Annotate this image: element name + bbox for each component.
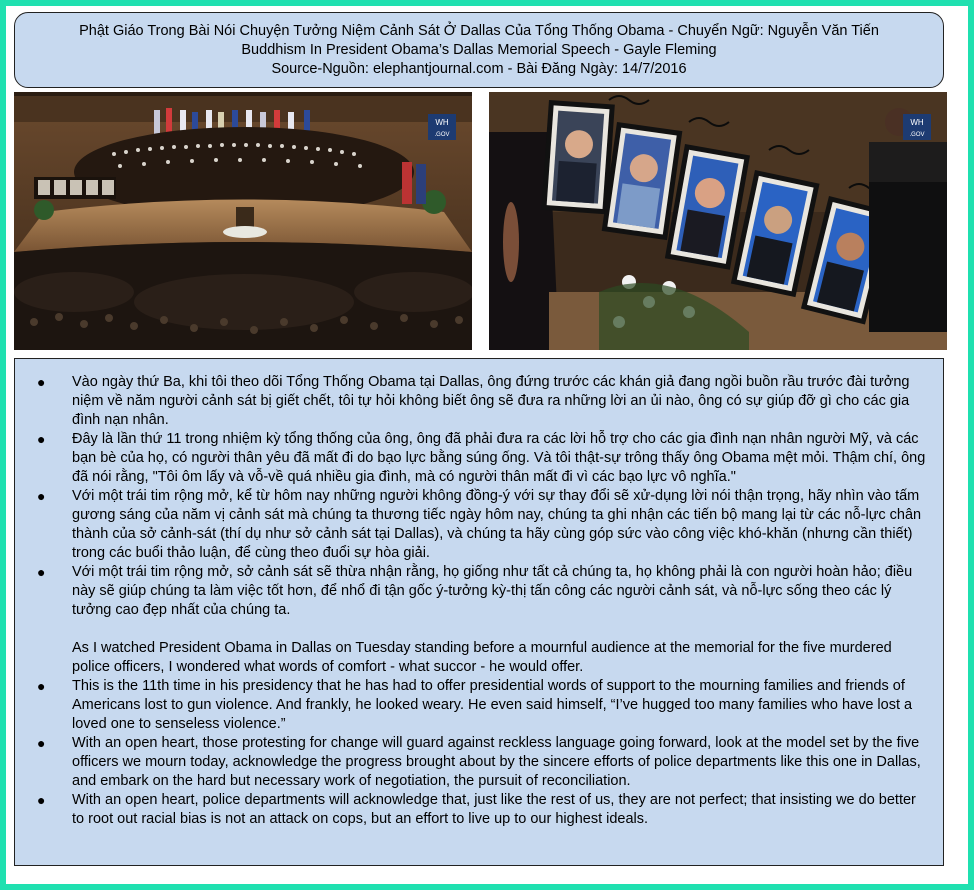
svg-text:.GOV: .GOV (909, 132, 925, 138)
title-banner (14, 12, 944, 88)
list-item: ● This is the 11th time in his presidency that he has had to offer presidential words of support to the mourning families and friends of Americans lost to gun violence. And frankly, he looked weary. He even said himself, “I’ve hugged too many families who have lost a loved one to senseless violence.” (37, 678, 913, 732)
bullet-icon: ● (37, 374, 46, 390)
list-item: ● Vào ngày thứ Ba, khi tôi theo dõi Tổng Thống Obama tại Dallas, ông đứng trước các khán giả đang ngồi buồn rầu trước đài tưởng niệm về năm người cảnh sát bị giết chết, tôi tự hỏi không biết ông sẽ đưa ra những lời an ủi nào, ông có sự giúp đỡ gì cho các gia đình nạn nhân. (37, 374, 910, 428)
wh-gov-logo-right: WH (910, 118, 924, 127)
portrait-1 (541, 100, 615, 214)
bullet-icon: ● (37, 735, 46, 751)
svg-text:.GOV: .GOV (434, 132, 450, 138)
wh-gov-logo-left: WH (435, 118, 449, 127)
title-english: Buddhism In President Obama’s Dallas Memorial Speech - Gayle Fleming (241, 42, 717, 58)
photo-officer-portraits (489, 92, 947, 350)
list-item: ● Với một trái tim rộng mở, kể từ hôm nay những người không đồng-ý với sự thay đổi sẽ xử-dụng lời nói thận trọng, hãy nhìn vào tấm gương sáng của năm vị cảnh sát mà chúng ta thương tiếc ngày hôm nay, chúng ta ghi nhận các tiến bộ mang lại từ các nỗ-lực chân thành của sở cảnh-sát (thí dụ như sở cảnh sát tại Dallas), và chúng ta hãy cùng góp sức vào công việc khó-khăn (nhưng cần thiết) trong các buổi thảo luận, để cùng theo đuổi sự hòa giải. (37, 488, 922, 561)
bullet-icon: ● (37, 431, 46, 447)
vietnamese-list (15, 373, 929, 620)
bullet-icon: ● (37, 792, 46, 808)
list-item: ● Đây là lần thứ 11 trong nhiệm kỳ tổng thống của ông, ông đã phải đưa ra các lời hỗ trợ cho các gia đình nạn nhân người Mỹ, và các bạn bè của họ, có người thân yêu đã mất đi do bạo lực bằng súng ống. Và tôi thật-sự trông thấy ông Obama mệt mỏi. Thậm chí, ông đã nói rằng, "Tôi ôm lấy và vỗ-về quá nhiều gia đình, mà có người thân mất đi vì các bạo lực vô nghĩa." (37, 431, 926, 485)
list-item: ● With an open heart, police departments will acknowledge that, just like the rest of us, they are not perfect; that insisting we do better to root out racial bias is not an attack on cops, but an effort to live up to our highest ideals. (37, 792, 916, 827)
photo-memorial-auditorium (14, 92, 472, 350)
list-item: ● Với một trái tim rộng mở, sở cảnh sát sẽ thừa nhận rằng, họ giống như tất cả chúng ta, họ không phải là con người hoàn hảo; điều này sẽ giúp chúng ta làm việc tốt hơn, để nhổ đi tận gốc ý-tưởng kỳ-thị tấn công các người cảnh sát, và nỗ-lực sống theo các lý tưởng cao đẹp nhất của chúng ta. (37, 564, 913, 618)
source-line: Source-Nguồn: elephantjournal.com - Bài Đăng Ngày: 14/7/2016 (271, 61, 687, 77)
english-list (15, 639, 929, 829)
title-vietnamese: Phật Giáo Trong Bài Nói Chuyện Tưởng Niệm Cảnh Sát Ở Dallas Của Tổng Thống Obama - Chuyển Ngữ: Nguyễn Văn Tiến (79, 23, 879, 39)
article-body (14, 358, 944, 866)
bullet-icon: ● (37, 678, 46, 694)
list-item: ● With an open heart, those protesting for change will guard against reckless language going forward, look at the model set by the five officers we mourn today, acknowledge the progress brought about by the sincere efforts of police departments like this one in Dallas, and embark on the hard but necessary work of negotiation, the pursuit of reconciliation. (37, 735, 921, 789)
list-item: As I watched President Obama in Dallas on Tuesday standing before a mournful audience at the memorial for the five murdered police officers, I wondered what words of comfort - what succor - he would offer. (72, 640, 892, 675)
bullet-icon: ● (37, 564, 46, 580)
bullet-icon: ● (37, 488, 46, 504)
